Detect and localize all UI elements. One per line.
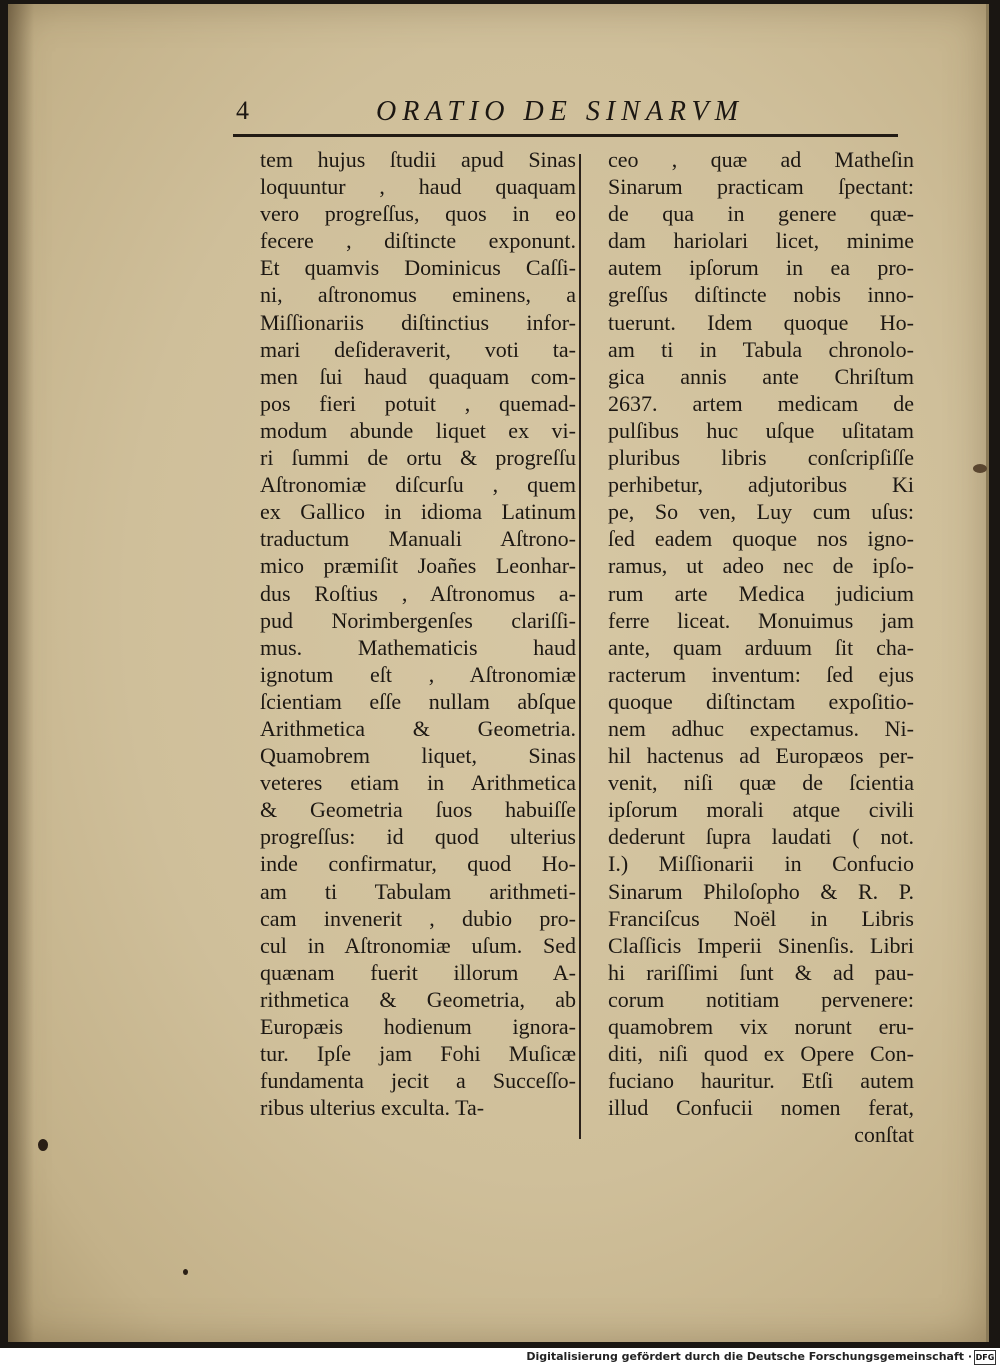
text-line: Et quamvis Dominicus Caſſi- — [260, 255, 576, 281]
column-divider — [579, 154, 581, 1139]
running-title: ORATIO DE SINARVM — [376, 96, 744, 127]
text-line: vero progreſſus, quos in eo — [260, 201, 576, 227]
book-page — [8, 4, 989, 1342]
text-line: nem adhuc expectamus. Ni- — [608, 715, 914, 741]
text-line: hi rariſſimi ſunt & ad pau- — [608, 959, 914, 985]
dfg-logo: DFG — [974, 1350, 996, 1365]
text-line: ex Gallico in idioma Latinum — [260, 499, 576, 525]
text-line: pulſibus huc uſque uſitatam — [608, 417, 914, 443]
text-line: ni, aſtronomus eminens, a — [260, 282, 576, 308]
text-line: 2637. artem medicam de — [608, 390, 914, 416]
text-line: fundamenta jecit a Succeſſo- — [260, 1068, 576, 1094]
page-header — [8, 4, 986, 154]
ink-spot — [183, 1269, 188, 1275]
text-line: quænam fuerit illorum A- — [260, 959, 576, 985]
text-line: conſtat — [854, 1122, 914, 1148]
text-line: illud Confucii nomen ferat, — [608, 1095, 914, 1121]
text-line: modum abunde liquet ex vi- — [260, 417, 576, 443]
text-line: ferre liceat. Monuimus jam — [608, 607, 914, 633]
page-gutter-shadow — [8, 4, 34, 1342]
text-line: Sinarum practicam ſpectant: — [608, 174, 914, 200]
ink-spot — [973, 464, 987, 473]
text-line: am ti Tabulam arithmeti- — [260, 878, 576, 904]
header-rule — [233, 134, 898, 137]
text-line: perhibetur, adjutoribus Ki — [608, 472, 914, 498]
text-line: cam invenerit , dubio pro- — [260, 905, 576, 931]
text-line: fecere , diſtincte exponunt. — [260, 228, 576, 254]
text-line: ribus ulterius exculta. Ta- — [260, 1095, 485, 1121]
ink-spot — [38, 1139, 48, 1151]
text-line: gica annis ante Chriſtum — [608, 363, 914, 389]
text-line: progreſſus: id quod ulterius — [260, 824, 576, 850]
text-line: cul in Aſtronomiæ uſum. Sed — [260, 932, 576, 958]
text-line: pe, So ven, Luy cum uſus: — [608, 499, 914, 525]
text-line: quoque diſtinctam expoſitio- — [608, 688, 914, 714]
text-line: loquuntur , haud quaquam — [260, 174, 576, 200]
text-line: am ti in Tabula chronolo- — [608, 336, 914, 362]
text-line: de qua in genere quæ- — [608, 201, 914, 227]
text-line: pos fieri potuit , quemad- — [260, 390, 576, 416]
text-line: autem ipſorum in ea pro- — [608, 255, 914, 281]
digitization-note: Digitalisierung gefördert durch die Deutsche Forschungsgemeinschaft · — [526, 1350, 972, 1363]
text-line: tem hujus ſtudii apud Sinas — [260, 147, 576, 172]
text-line: venit, niſi quæ de ſcientia — [608, 770, 914, 796]
text-line: I.) Miſſionarii in Confucio — [608, 851, 914, 877]
text-line: Miſſionariis diſtinctius infor- — [260, 309, 576, 335]
left-column — [260, 146, 576, 1121]
text-line: Franciſcus Noël in Libris — [608, 905, 914, 931]
text-line: ſcientiam eſſe nullam abſque — [260, 688, 576, 714]
text-line: ri ſummi de ortu & progreſſu — [260, 445, 576, 471]
text-line: ramus, ut adeo nec de ipſo- — [608, 553, 914, 579]
text-line: diti, niſi quod ex Opere Con- — [608, 1041, 914, 1067]
text-line: pud Norimbergenſes clariſſi- — [260, 607, 576, 633]
text-line: inde confirmatur, quod Ho- — [260, 851, 576, 877]
text-line: hil hactenus ad Europæos per- — [608, 743, 914, 769]
text-line: quamobrem vix norunt eru- — [608, 1014, 914, 1039]
text-line: ſed eadem quoque nos igno- — [608, 526, 914, 552]
text-line: ceo , quæ ad Matheſin — [608, 147, 914, 172]
text-line: mari deſideraverit, voti ta- — [260, 336, 576, 362]
text-line: pluribus libris conſcripſiſſe — [608, 445, 914, 471]
text-line: Europæis hodienum ignora- — [260, 1014, 576, 1039]
text-line: veteres etiam in Arithmetica — [260, 770, 576, 796]
text-line: traductum Manuali Aſtrono- — [260, 526, 576, 552]
text-line: fuciano hauritur. Etſi autem — [608, 1068, 914, 1094]
text-line: tur. Ipſe jam Fohi Muſicæ — [260, 1041, 576, 1067]
text-line: ipſorum morali atque civili — [608, 797, 914, 823]
text-line: dam hariolari licet, minime — [608, 228, 914, 254]
text-line: Arithmetica & Geometria. — [260, 715, 576, 741]
text-line: tuerunt. Idem quoque Ho- — [608, 309, 914, 335]
page-number: 4 — [236, 96, 249, 125]
text-line: mico præmiſit Joañes Leonhar- — [260, 553, 576, 579]
text-line: Claſſicis Imperii Sinenſis. Libri — [608, 932, 914, 958]
text-line: Sinarum Philoſopho & R. P. — [608, 878, 914, 904]
text-line: ante, quam arduum ſit cha- — [608, 634, 914, 660]
text-line: men ſui haud quaquam com- — [260, 363, 576, 389]
text-line: racterum inventum: ſed ejus — [608, 661, 914, 687]
text-line: greſſus diſtincte nobis inno- — [608, 282, 914, 308]
right-column — [608, 146, 914, 1148]
text-line: dederunt ſupra laudati ( not. — [608, 824, 914, 850]
text-line: Aſtronomiæ diſcurſu , quem — [260, 472, 576, 498]
text-line: rum arte Medica judicium — [608, 580, 914, 606]
text-line: rithmetica & Geometria, ab — [260, 986, 576, 1012]
text-line: mus. Mathematicis haud — [260, 634, 576, 660]
text-line: dus Roſtius , Aſtronomus a- — [260, 580, 576, 606]
text-line: corum notitiam pervenere: — [608, 986, 914, 1012]
text-line: Quamobrem liquet, Sinas — [260, 743, 576, 769]
text-line: ignotum eſt , Aſtronomiæ — [260, 661, 576, 687]
text-line: & Geometria ſuos habuiſſe — [260, 797, 576, 823]
